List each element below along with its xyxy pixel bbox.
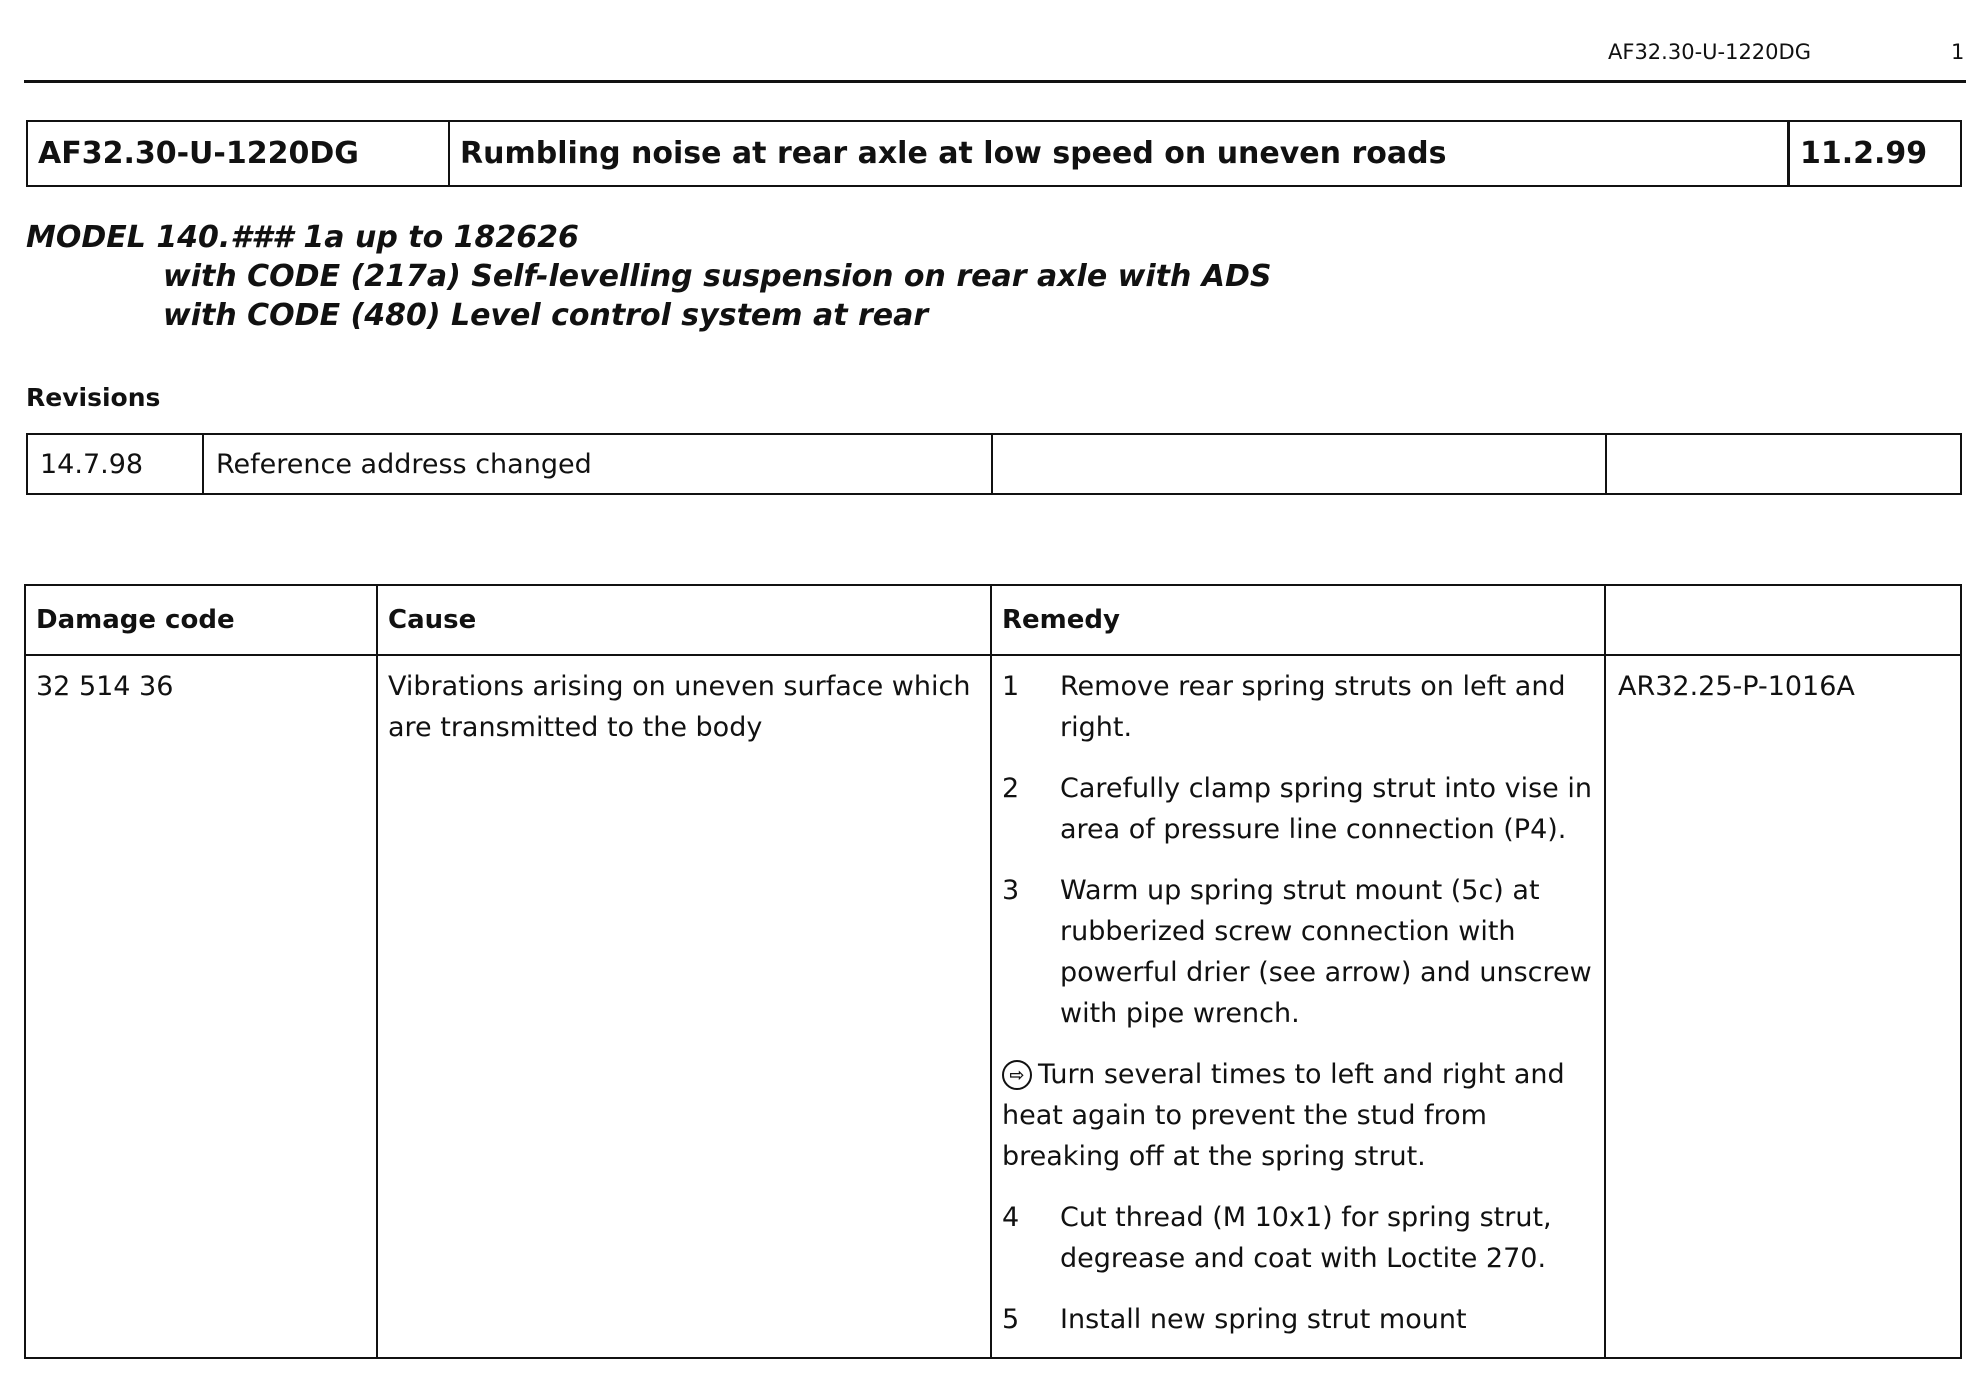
revisions-table [26, 433, 1962, 495]
remedy-cell [992, 656, 1606, 1357]
remedy-step [1002, 768, 1596, 850]
model-block [26, 218, 1271, 335]
info-arrow-icon: ⇨ [1002, 1060, 1032, 1090]
damage-table [24, 584, 1962, 1359]
revision-text: Reference address changed [204, 435, 993, 493]
step-number: 3 [1002, 875, 1020, 906]
remedy-step [1002, 666, 1596, 748]
title-date: 11.2.99 [1800, 136, 1928, 171]
revisions-heading: Revisions [26, 383, 161, 412]
step-text: Cut thread (M 10x1) for spring strut, degrease and coat with Loctite 270. [1060, 1202, 1552, 1274]
note-text: Turn several times to left and right and heat again to prevent the stud from breaking off at the spring strut. [1002, 1059, 1565, 1172]
remedy-step [1002, 1299, 1596, 1340]
revision-empty-cell [993, 435, 1607, 493]
remedy-step [1002, 1197, 1596, 1279]
model-code-line: with CODE (217a) Self-levelling suspension on rear axle with ADS [163, 259, 1272, 294]
header-doc-id: AF32.30-U-1220DG [1608, 40, 1811, 64]
step-text: Remove rear spring struts on left and right. [1060, 671, 1566, 743]
step-text: Carefully clamp spring strut into vise in area of pressure line connection (P4). [1060, 773, 1592, 845]
model-code-line: with CODE (480) Level control system at rear [163, 298, 929, 333]
header-reference [1606, 586, 1960, 654]
title-code: AF32.30-U-1220DG [28, 122, 450, 185]
title-table [26, 120, 1962, 187]
remedy-step [1002, 870, 1596, 1034]
header-cause: Cause [378, 586, 992, 654]
step-number: 2 [1002, 773, 1020, 804]
reference-cell: AR32.25-P-1016A [1618, 671, 1855, 702]
cause-cell: Vibrations arising on uneven surface which are transmitted to the body [378, 656, 992, 1357]
step-number: 1 [1002, 671, 1020, 702]
step-number: 4 [1002, 1202, 1020, 1233]
damage-code-cell: 32 514 36 [26, 656, 378, 1357]
document-title: Rumbling noise at rear axle at low speed on uneven roads [450, 122, 1790, 185]
header-remedy: Remedy [992, 586, 1606, 654]
step-text: Install new spring strut mount [1060, 1304, 1467, 1335]
model-line: MODEL 140.### 1a up to 182626 [26, 220, 579, 255]
revision-date: 14.7.98 [28, 435, 204, 493]
header-damage-code: Damage code [26, 586, 378, 654]
header-divider [24, 80, 1966, 83]
page-header [0, 40, 1976, 70]
header-page-number: 1 [1951, 40, 1965, 64]
step-number: 5 [1002, 1304, 1020, 1335]
revision-empty-cell [1607, 435, 1960, 493]
remedy-note [1002, 1054, 1596, 1177]
table-header-row [26, 586, 1960, 656]
table-row [26, 656, 1960, 1357]
step-text: Warm up spring strut mount (5c) at rubberized screw connection with powerful drier (see arrow) and unscrew with pipe wrench. [1060, 875, 1592, 1029]
